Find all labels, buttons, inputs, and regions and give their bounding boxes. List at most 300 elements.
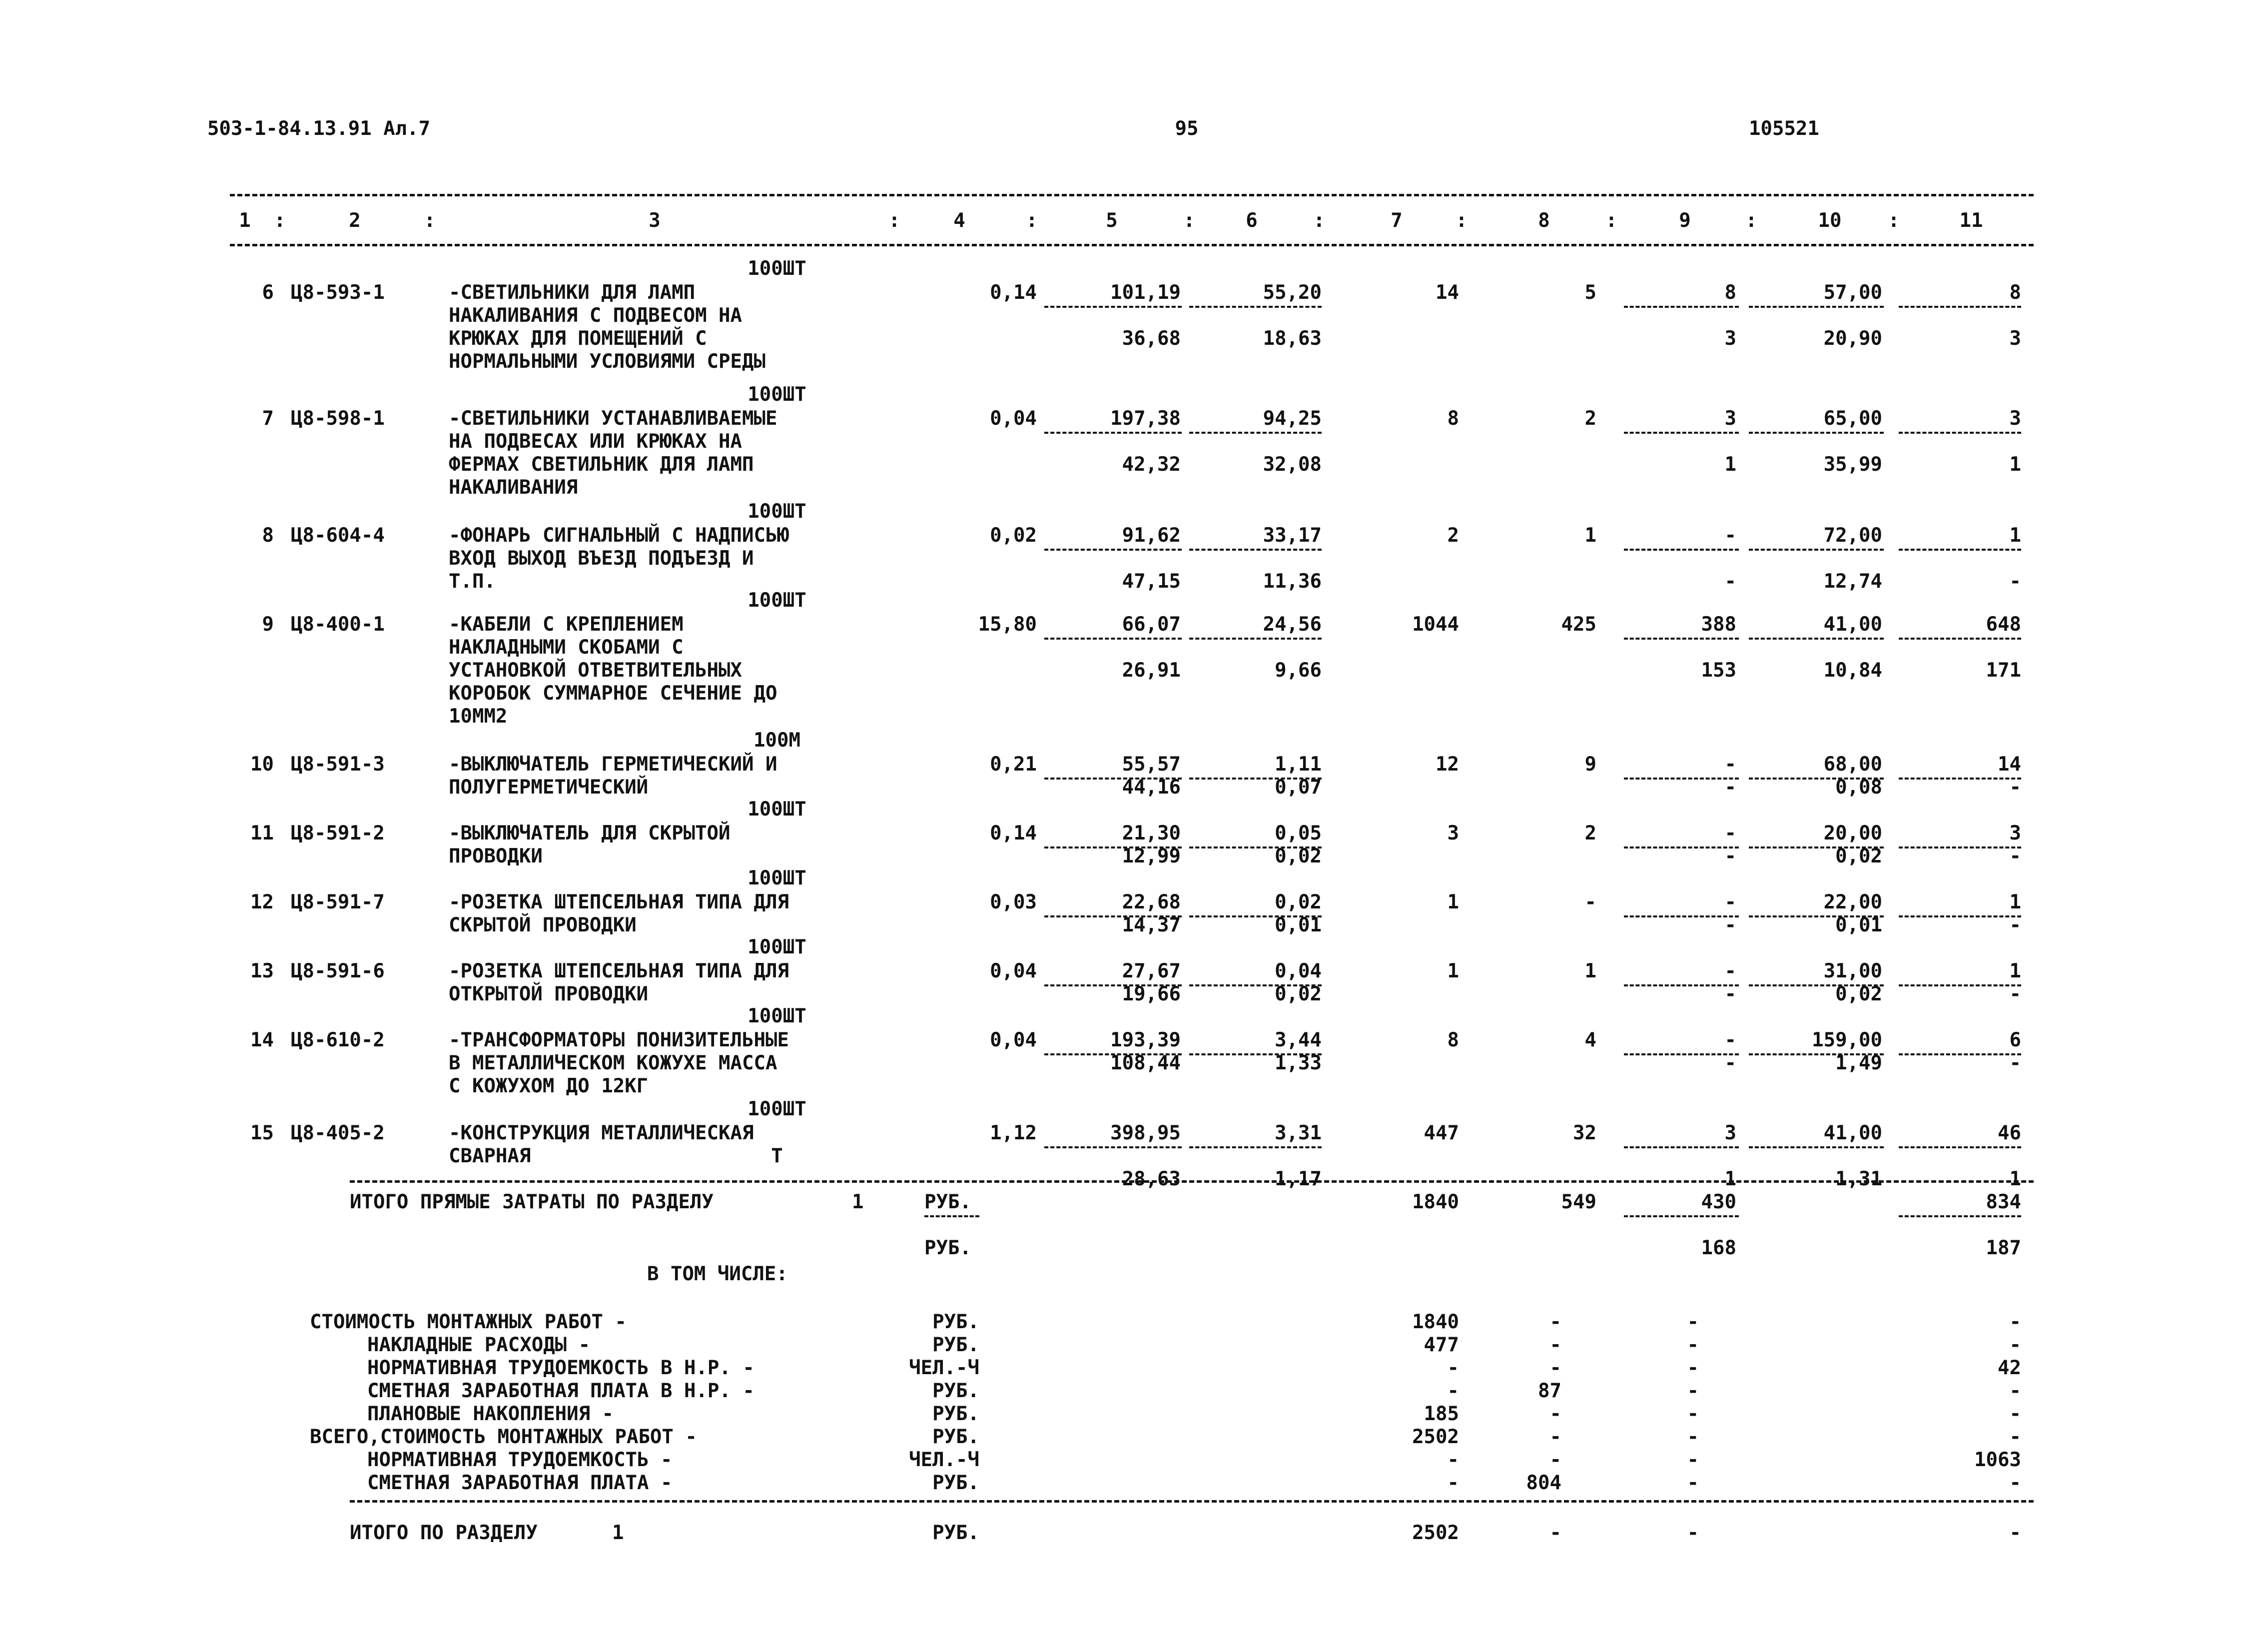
total-rule-top	[350, 1180, 2034, 1183]
summary-cost: 477	[1424, 1334, 1459, 1356]
summary-wages: -	[1549, 1334, 1561, 1356]
total-direct-labor-machines: 187	[1986, 1237, 2021, 1259]
row-separator	[1044, 432, 1182, 434]
summary-unit: ЧЕЛ.-Ч	[909, 1357, 979, 1379]
column-number: 1	[239, 209, 251, 232]
price-code: Ц8-400-1	[291, 613, 385, 636]
unit-label: Т	[771, 1145, 783, 1167]
price-code: Ц8-598-1	[291, 407, 385, 430]
item-description: ВХОД ВЫХОД ВЪЕЗД ПОДЪЕЗД И	[449, 547, 754, 570]
unit-cost-total: 27,67	[1122, 960, 1181, 982]
quantity: 0,04	[990, 1029, 1037, 1051]
unit-cost-wages: 0,04	[1275, 960, 1322, 982]
column-number: 4	[953, 209, 965, 232]
labor-norm: 41,00	[1823, 1122, 1882, 1144]
unit-cost-machines: 36,68	[1122, 327, 1181, 350]
unit-cost-machines: 44,16	[1122, 776, 1181, 799]
labor-total-machines: 3	[2009, 327, 2021, 350]
unit-cost-machines: 28,63	[1122, 1168, 1181, 1190]
price-code: Ц8-591-6	[291, 960, 385, 982]
row-separator	[1044, 1146, 1182, 1148]
labor-norm-machines: 0,02	[1835, 983, 1882, 1005]
total-direct-section: 1	[852, 1191, 864, 1213]
item-description: СКРЫТОЙ ПРОВОДКИ	[449, 914, 637, 936]
unit-cost-machine-wages: 1,33	[1275, 1052, 1322, 1074]
item-description: -ВЫКЛЮЧАТЕЛЬ ГЕРМЕТИЧЕСКИЙ И	[449, 753, 777, 776]
section-total-label: ИТОГО ПО РАЗДЕЛУ	[350, 1522, 538, 1544]
summary-unit: РУБ.	[932, 1380, 979, 1402]
row-separator	[1899, 549, 2021, 551]
row-number: 12	[250, 891, 274, 913]
summary-wages: -	[1549, 1449, 1561, 1471]
machines-cost: -	[1724, 753, 1736, 776]
row-separator	[1044, 549, 1182, 551]
summary-cost: -	[1447, 1380, 1459, 1402]
unit-cost-wages: 55,20	[1263, 281, 1322, 304]
including-heading: В ТОМ ЧИСЛЕ:	[647, 1263, 788, 1285]
item-description: НАКАЛИВАНИЯ С ПОДВЕСОМ НА	[449, 304, 742, 327]
section-total-unit: РУБ.	[932, 1522, 979, 1544]
labor-norm: 65,00	[1823, 407, 1882, 430]
column-number: 11	[1959, 209, 1983, 232]
total-direct-machines: 430	[1701, 1191, 1736, 1213]
unit-cost-total: 66,07	[1122, 613, 1181, 636]
column-number: :	[424, 209, 436, 232]
row-separator	[1044, 638, 1182, 640]
unit-label: 100ШТ	[748, 257, 806, 280]
machines-cost: -	[1724, 822, 1736, 844]
row-separator	[1749, 306, 1884, 308]
column-number: :	[1888, 209, 1900, 232]
unit-cost-total: 91,62	[1122, 524, 1181, 547]
labor-total-machines: -	[2009, 914, 2021, 936]
total-direct-label: ИТОГО ПРЯМЫЕ ЗАТРАТЫ ПО РАЗДЕЛУ	[350, 1191, 714, 1213]
total-direct-wages: 549	[1561, 1191, 1596, 1213]
document-number: 105521	[1749, 117, 1819, 140]
total-cost: 3	[1447, 822, 1459, 844]
item-description: ОТКРЫТОЙ ПРОВОДКИ	[449, 983, 649, 1005]
summary-unit: РУБ.	[932, 1426, 979, 1448]
row-separator	[1044, 306, 1182, 308]
summary-labor: 42	[1998, 1357, 2021, 1379]
total-cost: 447	[1424, 1122, 1459, 1144]
price-code: Ц8-593-1	[291, 281, 385, 304]
unit-cost-wages: 3,44	[1275, 1029, 1322, 1051]
labor-total-machines: 1	[2009, 453, 2021, 476]
row-number: 6	[262, 281, 274, 304]
column-number: 2	[349, 209, 361, 232]
unit-label: 100ШТ	[748, 1005, 806, 1027]
column-number: :	[1183, 209, 1195, 232]
document-code: 503-1-84.13.91 Ал.7	[207, 117, 431, 140]
labor-total: 3	[2009, 407, 2021, 430]
labor-norm-machines: 0,02	[1835, 845, 1882, 867]
labor-norm: 72,00	[1823, 524, 1882, 547]
labor-norm-machines: 0,08	[1835, 776, 1882, 799]
total-direct-machine-wages: 168	[1701, 1237, 1736, 1259]
item-description: -ТРАНСФОРМАТОРЫ ПОНИЗИТЕЛЬНЫЕ	[449, 1029, 789, 1051]
labor-norm: 159,00	[1812, 1029, 1882, 1051]
unit-cost-total: 398,95	[1110, 1122, 1181, 1144]
unit-label: 100М	[753, 729, 800, 752]
machines-cost: -	[1724, 1029, 1736, 1051]
section-rule	[350, 1500, 2034, 1503]
total-wages: 1	[1584, 960, 1596, 982]
unit-label: 100ШТ	[748, 589, 806, 612]
unit-label: 100ШТ	[748, 500, 806, 523]
item-description: 10ММ2	[449, 705, 508, 728]
total-wages: -	[1584, 891, 1596, 913]
unit-cost-machines: 19,66	[1122, 983, 1181, 1005]
total-cost: 1044	[1412, 613, 1459, 636]
total-wages: 5	[1584, 281, 1596, 304]
item-description: -СВЕТИЛЬНИКИ УСТАНАВЛИВАЕМЫЕ	[449, 407, 777, 430]
page-number: 95	[1175, 117, 1199, 140]
summary-cost: -	[1447, 1472, 1459, 1494]
unit-cost-machines: 42,32	[1122, 453, 1181, 476]
machines-cost: -	[1724, 891, 1736, 913]
unit-cost-machine-wages: 0,02	[1275, 845, 1322, 867]
row-number: 15	[250, 1122, 274, 1144]
unit-cost-machine-wages: 32,08	[1263, 453, 1322, 476]
summary-machines: -	[1687, 1449, 1699, 1471]
labor-norm-machines: 10,84	[1823, 659, 1882, 682]
item-description: КРЮКАХ ДЛЯ ПОМЕЩЕНИЙ С	[449, 327, 707, 350]
unit-cost-machine-wages: 11,36	[1263, 570, 1322, 593]
machines-cost: 3	[1724, 1122, 1736, 1144]
machines-wages: -	[1724, 1052, 1736, 1074]
total-wages: 4	[1584, 1029, 1596, 1051]
labor-norm-machines: 1,49	[1835, 1052, 1882, 1074]
column-number: 8	[1538, 209, 1550, 232]
quantity: 15,80	[978, 613, 1037, 636]
labor-norm-machines: 1,31	[1835, 1168, 1882, 1190]
section-total-cost: 2502	[1412, 1522, 1459, 1544]
item-description: СВАРНАЯ	[449, 1145, 531, 1167]
summary-machines: -	[1687, 1357, 1699, 1379]
unit-cost-machines: 47,15	[1122, 570, 1181, 593]
total-cost: 14	[1436, 281, 1459, 304]
total-direct-unit: РУБ.	[924, 1191, 971, 1213]
summary-label: НОРМАТИВНАЯ ТРУДОЕМКОСТЬ -	[367, 1449, 673, 1471]
summary-labor: -	[2009, 1426, 2021, 1448]
labor-total: 1	[2009, 891, 2021, 913]
unit-cost-machines: 108,44	[1110, 1052, 1181, 1074]
item-description: НАКАЛИВАНИЯ	[449, 476, 578, 499]
row-separator	[1624, 306, 1739, 308]
unit-cost-machine-wages: 0,07	[1275, 776, 1322, 799]
total-direct-cost: 1840	[1412, 1191, 1459, 1213]
total-cost: 8	[1447, 407, 1459, 430]
unit-cost-wages: 24,56	[1263, 613, 1322, 636]
unit-cost-machine-wages: 1,17	[1275, 1168, 1322, 1190]
price-code: Ц8-604-4	[291, 524, 385, 547]
labor-total-machines: -	[2009, 845, 2021, 867]
item-description: -РОЗЕТКА ШТЕПСЕЛЬНАЯ ТИПА ДЛЯ	[449, 960, 789, 982]
unit-cost-machines: 12,99	[1122, 845, 1181, 867]
total-cost: 1	[1447, 891, 1459, 913]
summary-label: СТОИМОСТЬ МОНТАЖНЫХ РАБОТ -	[310, 1311, 627, 1333]
machines-wages: 3	[1724, 327, 1736, 350]
unit-cost-total: 101,19	[1110, 281, 1181, 304]
unit-label: 100ШТ	[748, 383, 806, 406]
labor-total: 46	[1998, 1122, 2021, 1144]
row-separator	[1749, 549, 1884, 551]
item-description: -ФОНАРЬ СИГНАЛЬНЫЙ С НАДПИСЬЮ	[449, 524, 789, 547]
row-number: 10	[250, 753, 274, 776]
labor-norm: 31,00	[1823, 960, 1882, 982]
column-number: :	[1313, 209, 1325, 232]
summary-labor: -	[2009, 1380, 2021, 1402]
summary-label: ПЛАНОВЫЕ НАКОПЛЕНИЯ -	[367, 1403, 614, 1425]
summary-labor: 1063	[1974, 1449, 2021, 1471]
row-separator	[1749, 432, 1884, 434]
unit-label: 100ШТ	[748, 798, 806, 821]
row-separator	[1624, 432, 1739, 434]
summary-cost: 2502	[1412, 1426, 1459, 1448]
unit-cost-total: 21,30	[1122, 822, 1181, 844]
summary-label: НОРМАТИВНАЯ ТРУДОЕМКОСТЬ В Н.Р. -	[367, 1357, 754, 1379]
unit-cost-machine-wages: 18,63	[1263, 327, 1322, 350]
summary-cost: -	[1447, 1449, 1459, 1471]
total-cost: 2	[1447, 524, 1459, 547]
summary-cost: -	[1447, 1357, 1459, 1379]
item-description: -ВЫКЛЮЧАТЕЛЬ ДЛЯ СКРЫТОЙ	[449, 822, 731, 844]
total-wages: 2	[1584, 407, 1596, 430]
summary-labor: -	[2009, 1334, 2021, 1356]
labor-norm: 57,00	[1823, 281, 1882, 304]
item-description: НА ПОДВЕСАХ ИЛИ КРЮКАХ НА	[449, 430, 742, 453]
row-separator	[1899, 432, 2021, 434]
item-description: -КАБЕЛИ С КРЕПЛЕНИЕМ	[449, 613, 684, 636]
machines-wages: 153	[1701, 659, 1736, 682]
labor-norm: 68,00	[1823, 753, 1882, 776]
machines-wages: -	[1724, 983, 1736, 1005]
section-total-machines: -	[1687, 1522, 1699, 1544]
unit-label: 100ШТ	[748, 867, 806, 889]
header-rule-bottom	[230, 244, 2034, 246]
section-total-wages: -	[1549, 1522, 1561, 1544]
price-code: Ц8-591-7	[291, 891, 385, 913]
summary-wages: -	[1549, 1426, 1561, 1448]
labor-total-machines: 1	[2009, 1168, 2021, 1190]
summary-wages: 804	[1526, 1472, 1561, 1494]
item-description: ФЕРМАХ СВЕТИЛЬНИК ДЛЯ ЛАМП	[449, 453, 754, 476]
item-description: ПРОВОДКИ	[449, 845, 543, 867]
row-number: 11	[250, 822, 274, 844]
summary-machines: -	[1687, 1426, 1699, 1448]
row-number: 9	[262, 613, 274, 636]
item-description: С КОЖУХОМ ДО 12КГ	[449, 1075, 649, 1097]
summary-labor: -	[2009, 1403, 2021, 1425]
summary-unit: ЧЕЛ.-Ч	[909, 1449, 979, 1471]
total-cost: 1	[1447, 960, 1459, 982]
machines-cost: -	[1724, 960, 1736, 982]
unit-cost-wages: 0,05	[1275, 822, 1322, 844]
summary-label: НАКЛАДНЫЕ РАСХОДЫ -	[367, 1334, 591, 1356]
item-description: Т.П.	[449, 570, 496, 593]
column-number: 10	[1818, 209, 1842, 232]
total-wages: 425	[1561, 613, 1596, 636]
item-description: НОРМАЛЬНЫМИ УСЛОВИЯМИ СРЕДЫ	[449, 350, 765, 373]
row-separator	[1899, 1146, 2021, 1148]
unit-cost-machine-wages: 9,66	[1275, 659, 1322, 682]
row-number: 8	[262, 524, 274, 547]
row-number: 13	[250, 960, 274, 982]
item-description: НАКЛАДНЫМИ СКОБАМИ С	[449, 636, 684, 659]
machines-wages: -	[1724, 570, 1736, 593]
item-description: -РОЗЕТКА ШТЕПСЕЛЬНАЯ ТИПА ДЛЯ	[449, 891, 789, 913]
unit-cost-machines: 26,91	[1122, 659, 1181, 682]
machines-cost: 8	[1724, 281, 1736, 304]
quantity: 0,14	[990, 281, 1037, 304]
labor-total: 648	[1986, 613, 2021, 636]
row-separator	[1189, 638, 1322, 640]
total-separator	[1624, 1215, 1739, 1217]
section-total-labor: -	[2009, 1522, 2021, 1544]
labor-norm-machines: 20,90	[1823, 327, 1882, 350]
total-wages: 2	[1584, 822, 1596, 844]
unit-cost-wages: 94,25	[1263, 407, 1322, 430]
summary-cost: 185	[1424, 1403, 1459, 1425]
total-wages: 9	[1584, 753, 1596, 776]
row-separator	[1624, 638, 1739, 640]
summary-wages: 87	[1538, 1380, 1561, 1402]
total-direct-unit-2: РУБ.	[924, 1237, 971, 1259]
quantity: 0,02	[990, 524, 1037, 547]
summary-machines: -	[1687, 1472, 1699, 1494]
item-description: -СВЕТИЛЬНИКИ ДЛЯ ЛАМП	[449, 281, 696, 304]
machines-wages: -	[1724, 914, 1736, 936]
column-number: :	[274, 209, 286, 232]
unit-cost-machine-wages: 0,02	[1275, 983, 1322, 1005]
machines-wages: -	[1724, 776, 1736, 799]
column-number: 9	[1679, 209, 1691, 232]
row-separator	[1624, 1146, 1739, 1148]
row-separator	[1189, 1146, 1322, 1148]
labor-total-machines: -	[2009, 776, 2021, 799]
labor-norm-machines: 35,99	[1823, 453, 1882, 476]
machines-cost: -	[1724, 524, 1736, 547]
labor-total: 8	[2009, 281, 2021, 304]
total-wages: 1	[1584, 524, 1596, 547]
summary-wages: -	[1549, 1311, 1561, 1333]
unit-cost-wages: 33,17	[1263, 524, 1322, 547]
header-rule-top	[230, 194, 2034, 196]
row-separator	[1189, 306, 1322, 308]
summary-unit: РУБ.	[932, 1472, 979, 1494]
quantity: 0,04	[990, 960, 1037, 982]
row-separator	[1189, 432, 1322, 434]
summary-machines: -	[1687, 1403, 1699, 1425]
machines-wages: -	[1724, 845, 1736, 867]
row-separator	[1899, 306, 2021, 308]
quantity: 1,12	[990, 1122, 1037, 1144]
row-separator	[1899, 638, 2021, 640]
summary-unit: РУБ.	[932, 1334, 979, 1356]
machines-cost: 3	[1724, 407, 1736, 430]
column-number: 6	[1246, 209, 1258, 232]
summary-machines: -	[1687, 1334, 1699, 1356]
unit-label: 100ШТ	[748, 936, 806, 958]
total-unit-separator	[924, 1215, 979, 1217]
column-number: 5	[1106, 209, 1118, 232]
item-description: УСТАНОВКОЙ ОТВЕТВИТЕЛЬНЫХ	[449, 659, 742, 682]
labor-total-machines: -	[2009, 1052, 2021, 1074]
unit-cost-wages: 1,11	[1275, 753, 1322, 776]
quantity: 0,03	[990, 891, 1037, 913]
unit-cost-wages: 3,31	[1275, 1122, 1322, 1144]
price-code: Ц8-610-2	[291, 1029, 385, 1051]
unit-cost-total: 22,68	[1122, 891, 1181, 913]
summary-label: ВСЕГО,СТОИМОСТЬ МОНТАЖНЫХ РАБОТ -	[310, 1426, 697, 1448]
labor-total: 3	[2009, 822, 2021, 844]
column-number: 3	[649, 209, 661, 232]
section-total-number: 1	[612, 1522, 624, 1544]
quantity: 0,04	[990, 407, 1037, 430]
price-code: Ц8-405-2	[291, 1122, 385, 1144]
labor-total-machines: 171	[1986, 659, 2021, 682]
unit-cost-total: 197,38	[1110, 407, 1181, 430]
summary-unit: РУБ.	[932, 1403, 979, 1425]
column-number: :	[1605, 209, 1617, 232]
labor-total: 6	[2009, 1029, 2021, 1051]
summary-labor: -	[2009, 1472, 2021, 1494]
column-number: :	[1745, 209, 1757, 232]
labor-total: 1	[2009, 524, 2021, 547]
labor-total: 1	[2009, 960, 2021, 982]
price-code: Ц8-591-3	[291, 753, 385, 776]
column-number: :	[1026, 209, 1038, 232]
row-separator	[1624, 549, 1739, 551]
row-number: 7	[262, 407, 274, 430]
item-description: ПОЛУГЕРМЕТИЧЕСКИЙ	[449, 776, 649, 799]
total-cost: 12	[1436, 753, 1459, 776]
row-separator	[1189, 549, 1322, 551]
summary-wages: -	[1549, 1357, 1561, 1379]
machines-cost: 388	[1701, 613, 1736, 636]
total-cost: 8	[1447, 1029, 1459, 1051]
item-description: В МЕТАЛЛИЧЕСКОМ КОЖУХЕ МАССА	[449, 1052, 777, 1074]
total-separator	[1899, 1215, 2021, 1217]
summary-machines: -	[1687, 1311, 1699, 1333]
column-number: 7	[1391, 209, 1403, 232]
unit-cost-wages: 0,02	[1275, 891, 1322, 913]
summary-label: СМЕТНАЯ ЗАРАБОТНАЯ ПЛАТА -	[367, 1472, 673, 1494]
total-wages: 32	[1573, 1122, 1596, 1144]
item-description: -КОНСТРУКЦИЯ МЕТАЛЛИЧЕСКАЯ	[449, 1122, 754, 1144]
column-number: :	[888, 209, 900, 232]
row-separator	[1749, 638, 1884, 640]
total-direct-labor: 834	[1986, 1191, 2021, 1213]
machines-wages: 1	[1724, 1168, 1736, 1190]
labor-norm-machines: 12,74	[1823, 570, 1882, 593]
price-code: Ц8-591-2	[291, 822, 385, 844]
summary-wages: -	[1549, 1403, 1561, 1425]
labor-norm: 41,00	[1823, 613, 1882, 636]
unit-cost-machines: 14,37	[1122, 914, 1181, 936]
row-number: 14	[250, 1029, 274, 1051]
quantity: 0,14	[990, 822, 1037, 844]
summary-label: СМЕТНАЯ ЗАРАБОТНАЯ ПЛАТА В Н.Р. -	[367, 1380, 754, 1402]
labor-total-machines: -	[2009, 983, 2021, 1005]
item-description: КОРОБОК СУММАРНОЕ СЕЧЕНИЕ ДО	[449, 682, 777, 705]
row-separator	[1749, 1146, 1884, 1148]
summary-machines: -	[1687, 1380, 1699, 1402]
summary-labor: -	[2009, 1311, 2021, 1333]
unit-label: 100ШТ	[748, 1098, 806, 1120]
unit-cost-total: 55,57	[1122, 753, 1181, 776]
